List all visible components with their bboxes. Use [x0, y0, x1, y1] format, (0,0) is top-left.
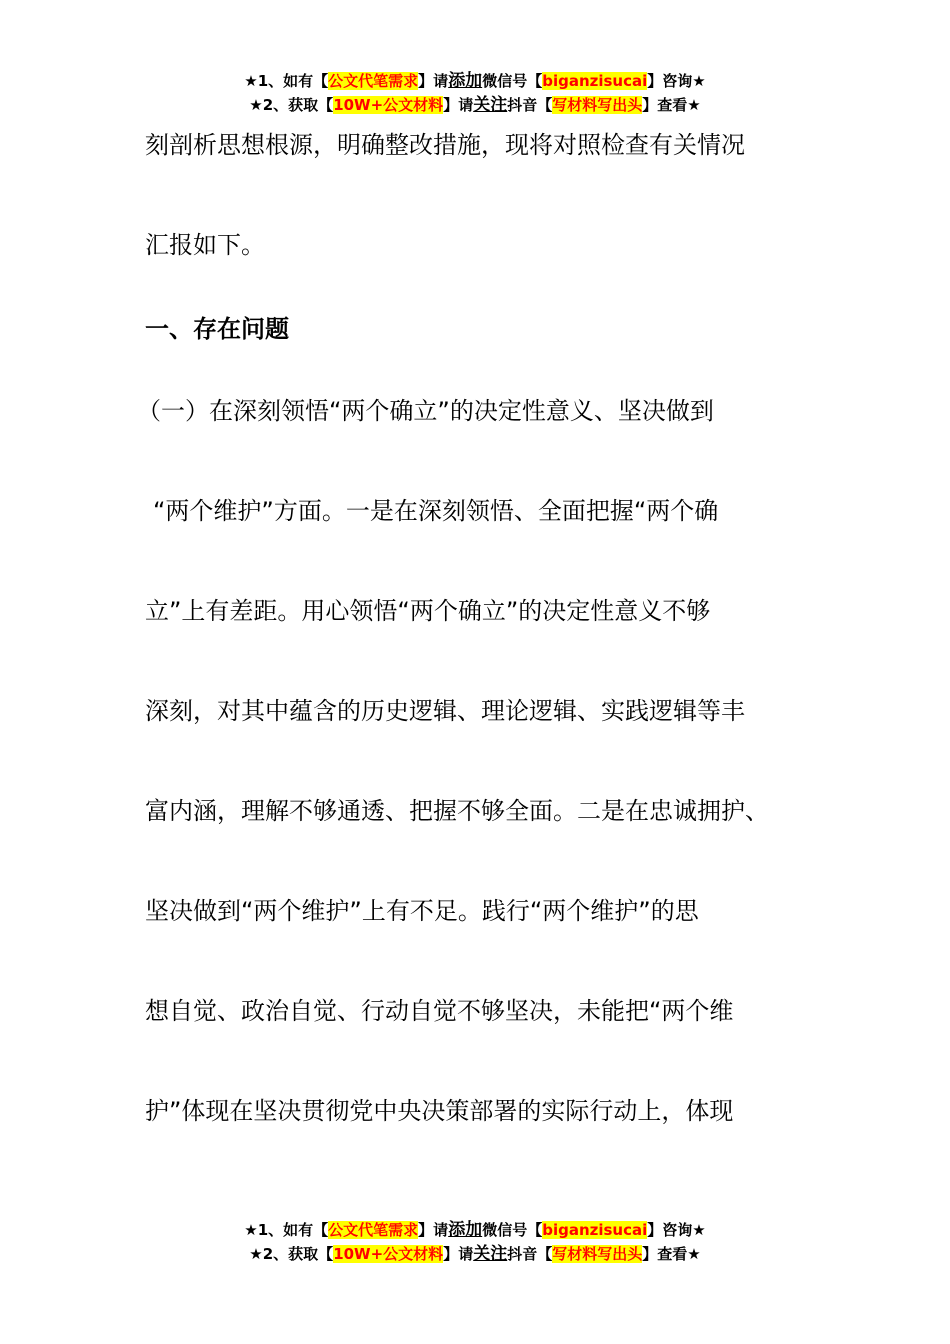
- banner-line-1: ★1、如有【公文代笔需求】请添加微信号【biganzisucai】咨询★: [244, 1220, 706, 1240]
- highlight-materials: 10W+公文材料: [333, 1245, 444, 1263]
- highlight-wechat-id: biganzisucai: [542, 72, 648, 90]
- highlight-wechat-id: biganzisucai: [542, 1221, 648, 1239]
- highlight-douyin-id: 写材料写出头: [552, 96, 643, 114]
- banner-line-2: ★2、获取【10W+公文材料】请关注抖音【写材料写出头】查看★: [249, 1244, 701, 1264]
- highlight-materials: 10W+公文材料: [333, 96, 444, 114]
- section-heading: 一、存在问题: [145, 315, 289, 343]
- highlight-ghostwriting: 公文代笔需求: [328, 72, 419, 90]
- banner-line-2: ★2、获取【10W+公文材料】请关注抖音【写材料写出头】查看★: [249, 95, 701, 115]
- highlight-ghostwriting: 公文代笔需求: [328, 1221, 419, 1239]
- text-line: 深刻，对其中蕴含的历史逻辑、理论逻辑、实践逻辑等丰: [145, 697, 745, 725]
- text-line: 坚决做到“两个维护”上有不足。践行“两个维护”的思: [145, 897, 699, 925]
- text-line: 立”上有差距。用心领悟“两个确立”的决定性意义不够: [145, 597, 711, 625]
- footer-banner: [0, 1218, 950, 1266]
- text-line: 护”体现在坚决贯彻党中央决策部署的实际行动上，体现: [145, 1097, 734, 1125]
- text-line: 富内涵，理解不够通透、把握不够全面。二是在忠诚拥护、: [145, 797, 769, 825]
- text-line: 刻剖析思想根源，明确整改措施，现将对照检查有关情况: [145, 131, 745, 159]
- text-line: “两个维护”方面。一是在深刻领悟、全面把握“两个确: [153, 497, 719, 525]
- highlight-douyin-id: 写材料写出头: [552, 1245, 643, 1263]
- banner-line-1: ★1、如有【公文代笔需求】请添加微信号【biganzisucai】咨询★: [244, 71, 706, 91]
- header-banner: [0, 69, 950, 117]
- text-line: 汇报如下。: [145, 231, 265, 259]
- text-line: （一）在深刻领悟“两个确立”的决定性意义、坚决做到: [137, 397, 714, 425]
- text-line: 想自觉、政治自觉、行动自觉不够坚决，未能把“两个维: [145, 997, 734, 1025]
